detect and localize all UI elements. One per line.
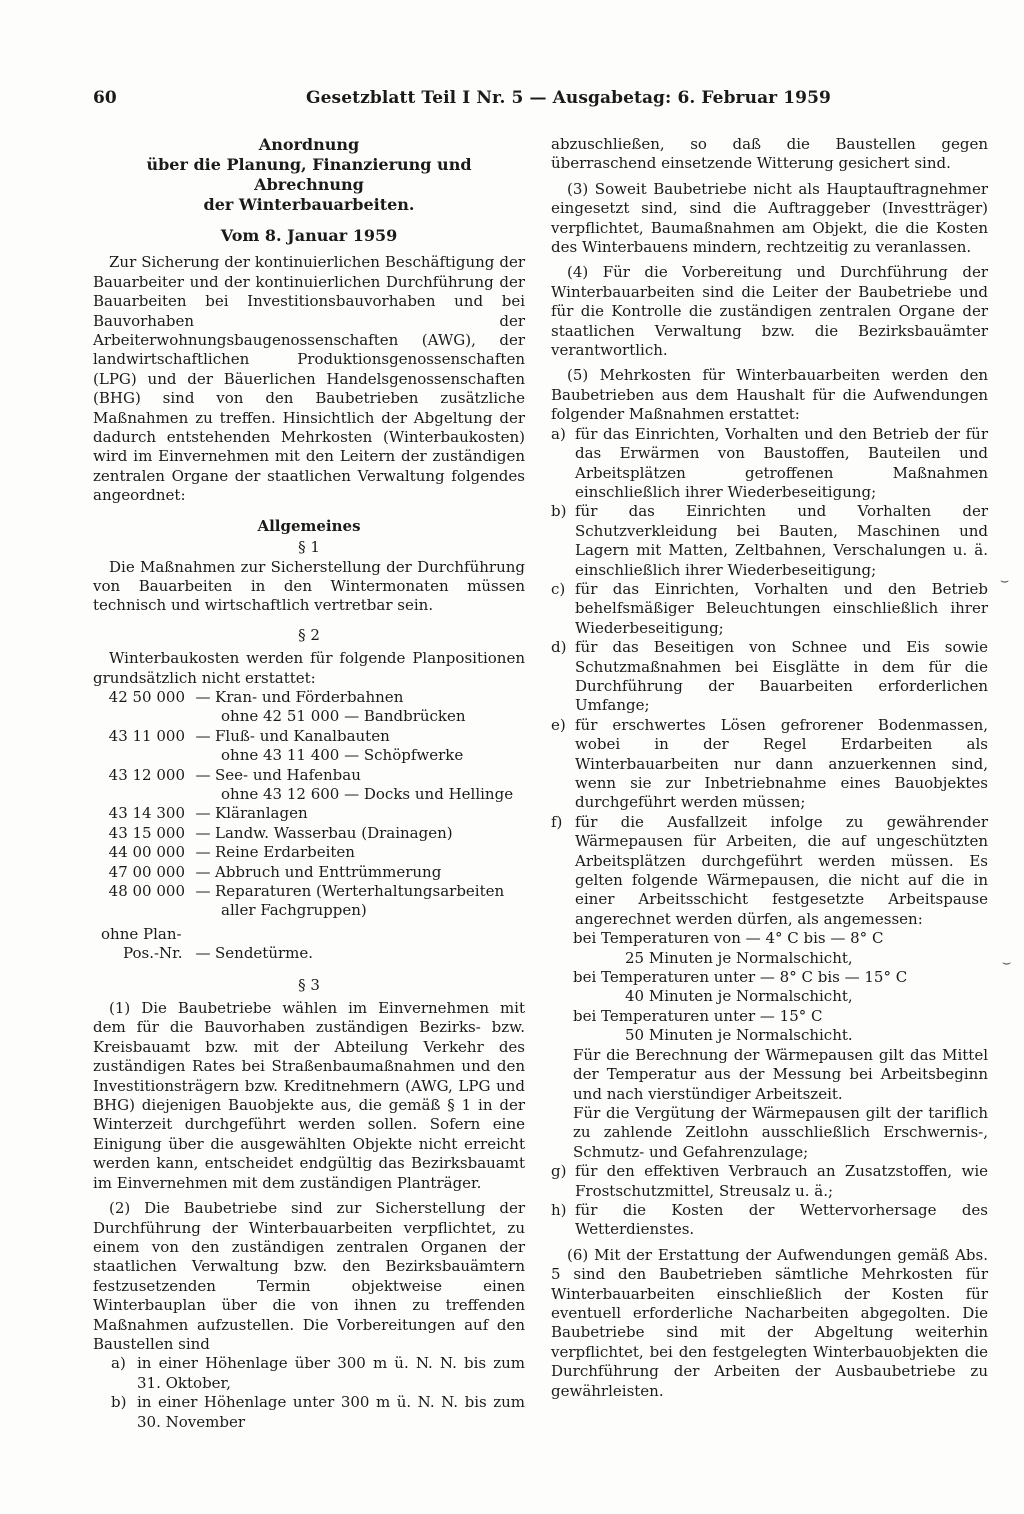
right-column — [551, 135, 988, 1401]
list-item — [551, 502, 988, 580]
position-dash: — — [195, 823, 211, 842]
list-item — [551, 716, 988, 813]
position-number: 43 15 000 — [108, 823, 185, 842]
position-dash: — — [195, 843, 211, 862]
paragraph-3-clause-5: (5) Mehrkosten für Winterbauarbeiten werden den Baubetrieben aus dem Haushalt für die Aufwendungen folgender Maßnahmen erstattet: — [551, 366, 988, 424]
paragraph-1-text: Die Maßnahmen zur Sicherstellung der Durchführung von Bauarbeiten in den Wintermonaten müssen technisch und wirtschaftlich vertretbar sein. — [93, 557, 525, 615]
plan-position-row — [93, 824, 525, 843]
position-number: 47 00 000 — [108, 862, 185, 881]
list-item — [93, 1393, 525, 1432]
item-text: in einer Höhenlage unter 300 m ü. N. N. bis zum 30. November — [137, 1393, 525, 1431]
heat-break-duration: 25 Minuten je Normalschicht, — [625, 948, 853, 967]
position-text: Landw. Wasserbau (Drainagen) — [215, 823, 453, 842]
item-text: für die Ausfallzeit infolge zu gewährender Wärmepausen für Arbeiten, die auf ungeschützten Arbeitsplätzen durchgeführt werden müssen. Es gelten folgende Wärmepausen, die nicht auf die in einer Arbeitsschicht festgesetzte Arbeitspause angerechnet werden dürfen, als angemessen: — [575, 812, 988, 928]
paragraph-3-clause-1: (1) Die Baubetriebe wählen im Einvernehmen mit dem für die Bauvorhaben zuständigen Bezirks- bzw. Kreisbauamt bzw. mit der Abteilung Verkehr des zuständigen Rates bei Straßenbaumaßnahmen und den Investitionsträgern bzw. Kreditnehmern (AWG, LPG und BHG) diejenigen Bauobjekte aus, die gemäß § 1 in der Winterzeit durchgeführt werden sollen. Sofern eine Einigung über die ausgewählten Objekte nicht erreicht werden kann, entscheidet endgültig das Bezirksbauamt im Einvernehmen mit dem zuständigen Planträger. — [93, 999, 525, 1192]
position-number — [93, 925, 191, 964]
item-text: für das Einrichten und Vorhalten der Schutzverkleidung bei Bauten, Maschinen und Lagern mit Matten, Zeltbahnen, Verschalungen u. ä. einschließlich ihrer Wiederbeseitigung; — [575, 502, 988, 579]
position-text: Kran- und Förderbahnen — [215, 687, 404, 706]
plan-position-row — [93, 688, 525, 707]
position-number-line2: Pos.-Nr. — [123, 944, 183, 963]
compensation-note: Für die Vergütung der Wärmepausen gilt der tariflich zu zahlende Zeitlohn ausschließlich Erschwernis-, Schmutz- und Gefahrenzulage; — [573, 1103, 988, 1161]
heat-break-duration: 40 Minuten je Normalschicht, — [625, 987, 853, 1006]
item-text: für das Einrichten, Vorhalten und den Betrieb der für das Erwärmen von Baustoffen, Bauteilen und Arbeitsplätzen getroffenen Maßnahmen einschließlich ihrer Wiederbeseitigung; — [575, 424, 988, 501]
paragraph-3-clause-2: (2) Die Baubetriebe sind zur Sicherstellung der Durchführung der Winterbauarbeiten verpflichtet, zu einem von den zuständigen zentralen Organen der staatlichen Verwaltung bzw. den Bezirksbauämtern festzusetzenden Termin objektweise einen Winterbauplan über die von ihnen zu treffenden Maßnahmen aufzustellen. Die Vorbereitungen auf den Baustellen sind — [93, 1199, 525, 1353]
plan-position-row — [93, 925, 525, 964]
position-text: Kläranlagen — [215, 804, 308, 823]
position-dash: — — [195, 687, 211, 706]
item-letter: g) — [551, 1162, 567, 1181]
paragraph-2-label: § 2 — [298, 625, 320, 644]
paragraph-3-clause-4: (4) Für die Vorbereitung und Durchführung der Winterbauarbeiten sind die Leiter der Baubetriebe und für die Kontrolle die zuständigen zentralen Organe der staatlichen Verwaltung bzw. die Bezirksbauämter verantwortlich. — [551, 263, 988, 360]
position-dash: — — [195, 765, 211, 784]
margin-mark: ⌣ — [1000, 573, 1010, 589]
position-dash: — — [195, 862, 211, 881]
list-item — [551, 638, 988, 716]
continuation-text: abzuschließen, so daß die Baustellen gegen überraschend einsetzende Witterung gesichert sind. — [551, 135, 988, 173]
preamble: Zur Sicherung der kontinuierlichen Beschäftigung der Bauarbeiter und der kontinuierlichen Durchführung der Bauarbeiten bei Investitionsbauvorhaben und bei Bauvorhaben der Arbeiterwohnungsbaugenossenschaften (AWG), der landwirtschaftlichen Produktionsgenossenschaften (LPG) und der Bäuerlichen Handelsgenossenschaften (BHG) sind von den Baubetrieben zusätzliche Maßnahmen zu treffen. Hinsichtlich der Abgeltung der dadurch entstehenden Mehrkosten (Winterbaukosten) wird im Einvernehmen mit den Leitern der zuständigen zentralen Organe der staatlichen Verwaltung folgendes angeordnet: — [93, 253, 525, 505]
position-dash: — — [195, 726, 211, 745]
position-number: 43 14 300 — [108, 804, 185, 823]
position-number-line1: ohne Plan- — [101, 924, 182, 943]
position-dash: — — [195, 944, 211, 963]
ordinance-date: Vom 8. Januar 1959 — [220, 226, 398, 245]
position-number: 43 11 000 — [108, 726, 185, 745]
plan-position-row — [93, 843, 525, 862]
paragraph-2-intro: Winterbaukosten werden für folgende Planpositionen grundsätzlich nicht erstattet: — [93, 649, 525, 687]
page-header — [0, 88, 1024, 118]
position-text: Sendetürme. — [215, 944, 314, 963]
temperature-range: bei Temperaturen unter — 8° C bis — 15° C — [573, 968, 908, 987]
item-letter: b) — [111, 1393, 127, 1412]
plan-position-row — [93, 882, 525, 901]
ordinance-title-line2: über die Planung, Finanzierung und Abrechnung — [146, 155, 472, 194]
item-letter: a) — [111, 1354, 126, 1373]
list-item — [551, 1162, 988, 1201]
position-number: 48 00 000 — [108, 882, 185, 900]
list-item — [93, 1354, 525, 1393]
position-exception: aller Fachgruppen) — [221, 901, 367, 920]
position-number: 42 50 000 — [108, 687, 185, 706]
position-text: See- und Hafenbau — [215, 765, 361, 784]
position-exception: ohne 43 12 600 — Docks und Hellinge — [221, 784, 514, 803]
plan-position-row — [93, 804, 525, 823]
left-column — [93, 135, 525, 1432]
position-exception: ohne 43 11 400 — Schöpfwerke — [221, 746, 464, 765]
gazette-header-title: Gesetzblatt Teil I Nr. 5 — Ausgabetag: 6. Februar 1959 — [306, 88, 831, 108]
temperature-range: bei Temperaturen von — 4° C bis — 8° C — [573, 929, 884, 948]
item-letter: e) — [551, 715, 566, 734]
position-text: Abbruch und Enttrümmerung — [215, 862, 442, 881]
position-number: 44 00 000 — [108, 843, 185, 862]
item-text: für den effektiven Verbrauch an Zusatzstoffen, wie Frostschutzmittel, Streusalz u. ä.; — [575, 1162, 988, 1200]
list-item — [551, 425, 988, 503]
paragraph-1-label: § 1 — [298, 538, 320, 557]
position-text: Reine Erdarbeiten — [215, 843, 355, 862]
position-text: Fluß- und Kanalbauten — [215, 726, 390, 745]
item-letter: d) — [551, 638, 567, 657]
paragraph-3-label: § 3 — [298, 975, 320, 994]
list-item — [551, 813, 988, 929]
plan-position-row — [93, 863, 525, 882]
item-letter: a) — [551, 424, 566, 443]
item-text: für erschwertes Lösen gefrorener Bodenmassen, wobei in der Regel Erdarbeiten als Winterbauarbeiten nur dann anzuerkennen sind, wenn sie zur Inbetriebnahme eines Bauobjektes durchgeführt werden müssen; — [575, 715, 988, 812]
position-dash: — — [195, 882, 211, 900]
page-number: 60 — [93, 88, 117, 108]
paragraph-3-clause-3: (3) Soweit Baubetriebe nicht als Hauptauftragnehmer eingesetzt sind, sind die Auftraggeber (Investträger) verpflichtet, Baumaßnahmen am Objekt, die die Kosten des Winterbauens mindern, rechtzeitig zu veranlassen. — [551, 179, 988, 257]
item-text: für das Einrichten, Vorhalten und den Betrieb behelfsmäßiger Beleuchtungen einschließlich ihrer Wiederbeseitigung; — [575, 579, 988, 637]
item-text: für das Beseitigen von Schnee und Eis sowie Schutzmaßnahmen bei Eisglätte in dem für die Durchführung der Bauarbeiten erforderlichen Umfange; — [575, 638, 988, 715]
list-item — [551, 1201, 988, 1240]
position-exception: ohne 42 51 000 — Bandbrücken — [221, 707, 466, 726]
position-number: 43 12 000 — [108, 765, 185, 784]
list-item — [551, 580, 988, 638]
temperature-range: bei Temperaturen unter — 15° C — [573, 1006, 823, 1025]
margin-mark: ⌣ — [1002, 955, 1012, 971]
item-letter: h) — [551, 1200, 567, 1219]
item-letter: b) — [551, 502, 567, 521]
section-heading-general: Allgemeines — [257, 516, 361, 535]
calculation-note: Für die Berechnung der Wärmepausen gilt das Mittel der Temperatur aus der Messung bei Arbeitsbeginn und nach vierstündiger Arbeitszeit. — [573, 1045, 988, 1103]
plan-position-list — [93, 688, 525, 964]
ordinance-title-line3: der Winterbauarbeiten. — [203, 195, 415, 214]
item-text: in einer Höhenlage über 300 m ü. N. N. bis zum 31. Oktober, — [137, 1354, 525, 1392]
paragraph-3-clause-6: (6) Mit der Erstattung der Aufwendungen gemäß Abs. 5 sind den Baubetrieben sämtliche Mehrkosten für Winterbauarbeiten einschließlich der Kosten für eventuell erforderliche Nacharbeiten abgegolten. Die Baubetriebe sind mit der Abgeltung weiterhin verpflichtet, bei den festgelegten Winterbauobjekten die Durchführung der Arbeiten der Ausbaubetriebe zu gewährleisten. — [551, 1245, 988, 1400]
item-letter: f) — [551, 812, 563, 831]
heat-break-duration: 50 Minuten je Normalschicht. — [625, 1026, 853, 1045]
position-text: Reparaturen (Werterhaltungsarbeiten — [215, 882, 505, 900]
ordinance-title: Anordnung — [258, 135, 360, 154]
temperature-list — [551, 929, 988, 1045]
plan-position-row — [93, 766, 525, 785]
item-letter: c) — [551, 579, 566, 598]
item-text: für die Kosten der Wettervorhersage des Wetterdienstes. — [575, 1200, 988, 1239]
plan-position-row — [93, 727, 525, 746]
position-dash: — — [195, 804, 211, 823]
